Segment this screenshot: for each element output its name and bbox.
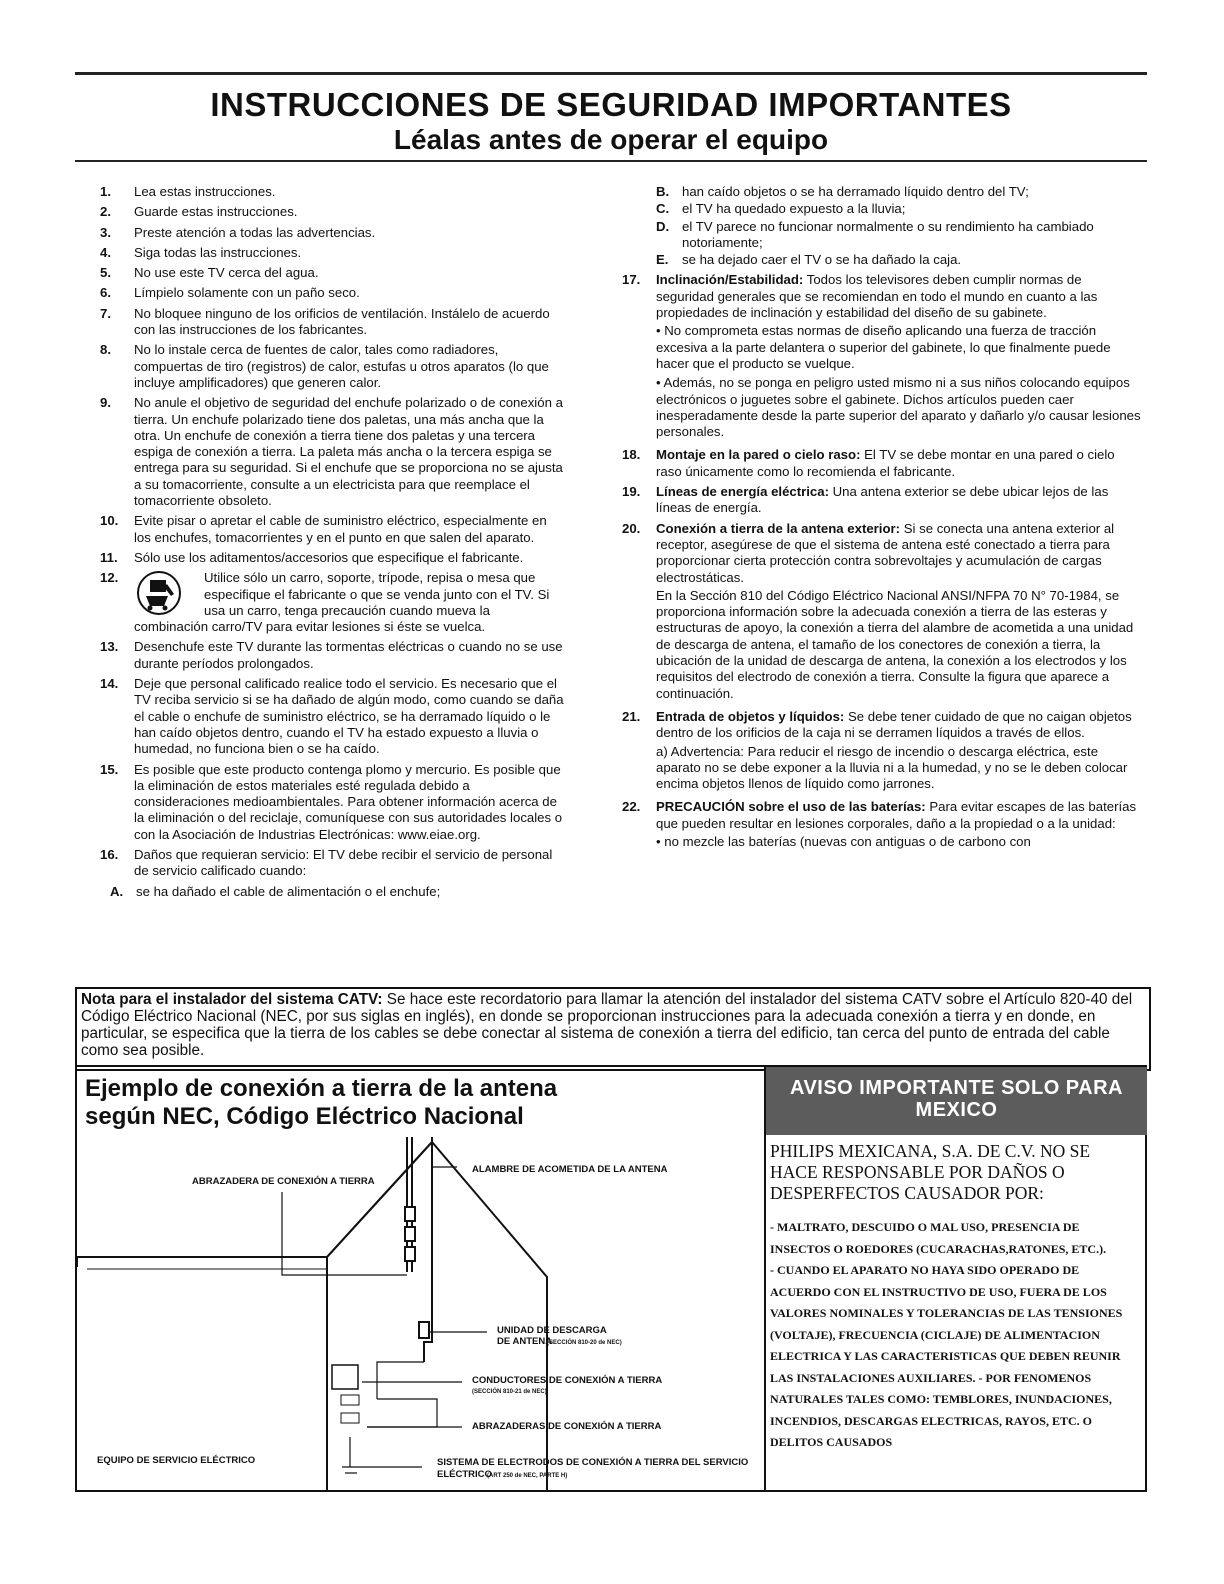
list-item: 9. No anule el objetivo de seguridad del enchufe polarizado o de conexión a tierra. Un enchufe polarizado tiene dos paletas, una más ancha que la otra. Un enchufe de conexión a tierra tiene dos paletas y una tercera espiga de conexión a tierra. La paleta más ancha o la tercera espiga se entrega para su seguridad. Si el enchufe que se proporciona no se ajusta a su tomacorriente, consulte a un electricista para que reemplace el tomacorriente obsoleto. — [100, 395, 563, 509]
discharge-label-1: UNIDAD DE DESCARGA — [497, 1325, 607, 1336]
list-item: 22. PRECAUCIÓN sobre el uso de las baterías: Para evitar escapes de las baterías que pueden resultar en lesiones corporales, daño a la propiedad o a la unidad: • no mezcle las baterías (nuevas con antiguas o de carbono con — [622, 799, 1137, 849]
antenna-icon — [405, 1137, 432, 1362]
list-item: 3. Preste atención a todas las advertencias. — [100, 224, 376, 240]
discharge-ref: (SECCIÓN 810-20 de NEC) — [547, 1340, 622, 1346]
electrode-label-1: SISTEMA DE ELECTRODOS DE CONEXIÓN A TIERRA DEL SERVICIO — [437, 1457, 749, 1468]
list-item: 8. No lo instale cerca de fuentes de calor, tales como radiadores, compuertas de tiro (registros) de calor, estufas u otros aparatos (lo que incluye amplificadores) que generen calor. — [100, 342, 549, 390]
list-item: 11. Sólo use los aditamentos/accesorios que especifique el fabricante. — [100, 549, 524, 565]
example-title: Ejemplo de conexión a tierra de la antena según NEC, Código Eléctrico Nacional — [85, 1075, 558, 1130]
list-item: 1. Lea estas instrucciones. — [100, 184, 276, 199]
electrode-label-2: ELÉCTRICO — [437, 1469, 492, 1480]
cart-warning-icon — [134, 570, 198, 616]
lead-in-label: ALAMBRE DE ACOMETIDA DE LA ANTENA — [472, 1164, 668, 1175]
list-item: 19. Líneas de energía eléctrica: Una antena exterior se debe ubicar lejos de las líneas de energía. — [622, 484, 1109, 516]
list-item: 20. Conexión a tierra de la antena exterior: Si se conecta una antena exterior al receptor, asegúrese de que el sistema de antena esté conectado a tierra para proporcionar cierta protección contra sobrevoltajes y acumulación de cargas electrostáticas. En la Sección 810 del Código Eléctrico Nacional ANSI/NFPA 70 N° 70-1984, se proporciona información sobre la adecuada conexión a tierra de las esteras y estructuras de apoyo, la conexión a tierra del alambre de acometida a una unidad de descarga de antena, el tamaño de los conectores de conexión a tierra, la ubicación de la unidad de descarga de antena, la conexión a los electrodos y los requisitos del electrodo de conexión a tierra. Consulte la figura que aparece a continuación. — [622, 520, 1134, 701]
house-icon — [77, 1142, 547, 1492]
list-item: 2. Guarde estas instrucciones. — [100, 204, 298, 220]
notice-header: AVISO IMPORTANTE SOLO PARA MEXICO — [766, 1067, 1147, 1135]
sub-item: D. el TV parece no funcionar normalmente o su rendimiento ha cambiado notoriamente; — [656, 218, 1094, 250]
mexico-notice — [764, 1067, 1147, 1490]
electrode-ref: (ART 250 de NEC, PARTE H) — [487, 1473, 568, 1479]
right-column — [622, 184, 1142, 857]
clamp-label: ABRAZADERA DE CONEXIÓN A TIERRA — [192, 1176, 375, 1187]
list-item: 12. Utilice sólo un carro, soporte, trípode, repisa o mesa que especifique el fabricante o que se venda junto con el TV. Si usa un carro, tenga precaución cuando mueva la combinación carro/TV para evitar lesiones si éste se vuelca. — [100, 570, 550, 635]
sub-item: A. se ha dañado el cable de alimentación o el enchufe; — [110, 883, 441, 899]
antenna-grounding-diagram — [77, 1137, 762, 1492]
service-label: EQUIPO DE SERVICIO ELÉCTRICO — [97, 1455, 256, 1466]
list-item: 15. Es posible que este producto contenga plomo y mercurio. Es posible que la eliminación de estos materiales esté regulada debido a consideraciones medioambientales. Para obtener información acerca de la eliminación o del reciclaje, comuníquese con sus autoridades locales o con la Asociación de Industrias Electrónicas: www.eiae.org. — [100, 761, 563, 842]
clamps-label: ABRAZADERAS DE CONEXIÓN A TIERRA — [472, 1421, 662, 1432]
header-rule — [75, 160, 1147, 162]
list-item: 14. Deje que personal calificado realice todo el servicio. Es necesario que el TV reciba servicio si se ha dañado de algún modo, como cuando se daña el cable o enchufe de suministro eléctrico, se ha derramado líquido o le han caído objetos dentro, cuando el TV ha estado expuesto a lluvia o humedad, no funciona bien o se ha caído. — [100, 676, 564, 757]
left-column — [100, 184, 565, 901]
list-item: 17. Inclinación/Estabilidad: Todos los televisores deben cumplir normas de seguridad generales que se recomiendan en todo el mundo en cuanto a las propiedades de inclinación y estabilidad del diseño de su gabinete. • No comprometa estas normas de diseño aplicando una fuerza de tracción excesiva a la parte delantera o superior del gabinete, lo que finalmente puede hacer que el producto se vuelque. • Además, no se ponga en peligro usted mismo ni a sus niños colocando equipos electrónicos o juguetes sobre el gabinete. Dichos artículos pueden caer inesperadamente desde la parte superior del aparato y dañarlo y/o causar lesiones personales. — [622, 272, 1141, 440]
discharge-label-2: DE ANTENA — [497, 1336, 553, 1347]
sub-item: E. se ha dejado caer el TV o se ha dañado la caja. — [656, 252, 962, 268]
list-item: 7. No bloquee ninguno de los orificios de ventilación. Instálelo de acuerdo con las instrucciones de los fabricantes. — [100, 305, 550, 338]
list-item: 4. Siga todas las instrucciones. — [100, 244, 302, 260]
service-panel-icon — [332, 1365, 358, 1389]
list-item: 6. Límpielo solamente con un paño seco. — [100, 285, 360, 301]
list-item: 21. Entrada de objetos y líquidos: Se debe tener cuidado de que no caigan objetos dentro de los orificios de la caja ni se derramen líquidos a través de ellos. a) Advertencia: Para reducir el riesgo de incendio o descarga eléctrica, este aparato no se debe exponer a la lluvia ni a la humedad, y no se le deben colocar encima objetos llenos de líquido como jarrones. — [622, 708, 1132, 792]
page-subtitle: Léalas antes de operar el equipo — [393, 124, 829, 155]
grounding-example-box — [75, 1065, 1147, 1492]
list-item: 16. Daños que requieran servicio: El TV debe recibir el servicio de personal de servicio calificado cuando: — [100, 846, 553, 879]
top-rule — [75, 72, 1147, 75]
page-title: INSTRUCCIONES DE SEGURIDAD IMPORTANTES — [210, 86, 1012, 123]
notice-body: - MALTRATO, DESCUIDO O MAL USO, PRESENCIA DE INSECTOS O ROEDORES (CUCARACHAS,RATONES, ETC.). - CUANDO EL APARATO NO HAYA SIDO OPERADO DE ACUERDO CON EL INSTRUCTIVO DE USO, FUERA DE LOS VALORES NOMINALES Y TOLERANCIAS DE LAS TENSIONES (VOLTAJE), FRECUENCIA (CICLAJE) DE ALIMENTACION ELECTRICA Y LAS CARACTERISTICAS QUE DEBEN REUNIR LAS INSTALACIONES AUXILIARES. - POR FENOMENOS NATURALES TALES COMO: TEMBLORES, INUNDACIONES, INCENDIOS, DESCARGAS ELECTRICAS, RAYOS, ETC. O DELITOS CAUSADOS — [770, 1220, 1123, 1449]
sub-item: C. el TV ha quedado expuesto a la lluvia; — [656, 201, 906, 217]
conductors-ref: (SECCIÓN 810-21 de NEC) — [472, 1389, 547, 1395]
list-item: 13. Desenchufe este TV durante las tormentas eléctricas o cuando no se use durante períodos prolongados. — [100, 639, 563, 671]
list-item: 18. Montaje en la pared o cielo raso: El TV se debe montar en una pared o cielo raso únicamente como lo recomienda el fabricante. — [622, 447, 1115, 479]
notice-title: PHILIPS MEXICANA, S.A. DE C.V. NO SE HACE RESPONSABLE POR DAÑOS O DESPERFECTOS CAUSADOR POR: — [770, 1141, 1091, 1203]
conductors-label: CONDUCTORES DE CONEXIÓN A TIERRA — [472, 1375, 663, 1386]
sub-item: B. han caído objetos o se ha derramado líquido dentro del TV; — [656, 184, 1029, 199]
list-item: 10. Evite pisar o apretar el cable de suministro eléctrico, especialmente en los enchufes, tomacorrientes y en el punto en que salen del aparato. — [100, 513, 547, 545]
list-item: 5. No use este TV cerca del agua. — [100, 265, 319, 281]
catv-note: Nota para el instalador del sistema CATV: Se hace este recordatorio para llamar la atención del instalador del sistema CATV sobre el Artículo 820-40 del Código Eléctrico Nacional (NEC, por sus siglas en inglés), en donde se proporcionan instrucciones para la adecuada conexión a tierra y en donde, en particular, se especifica que la tierra de los cables se debe conectar al sistema de conexión a tierra del edificio, tan cerca del punto de entrada del cable como sea posible. — [75, 987, 1151, 1071]
